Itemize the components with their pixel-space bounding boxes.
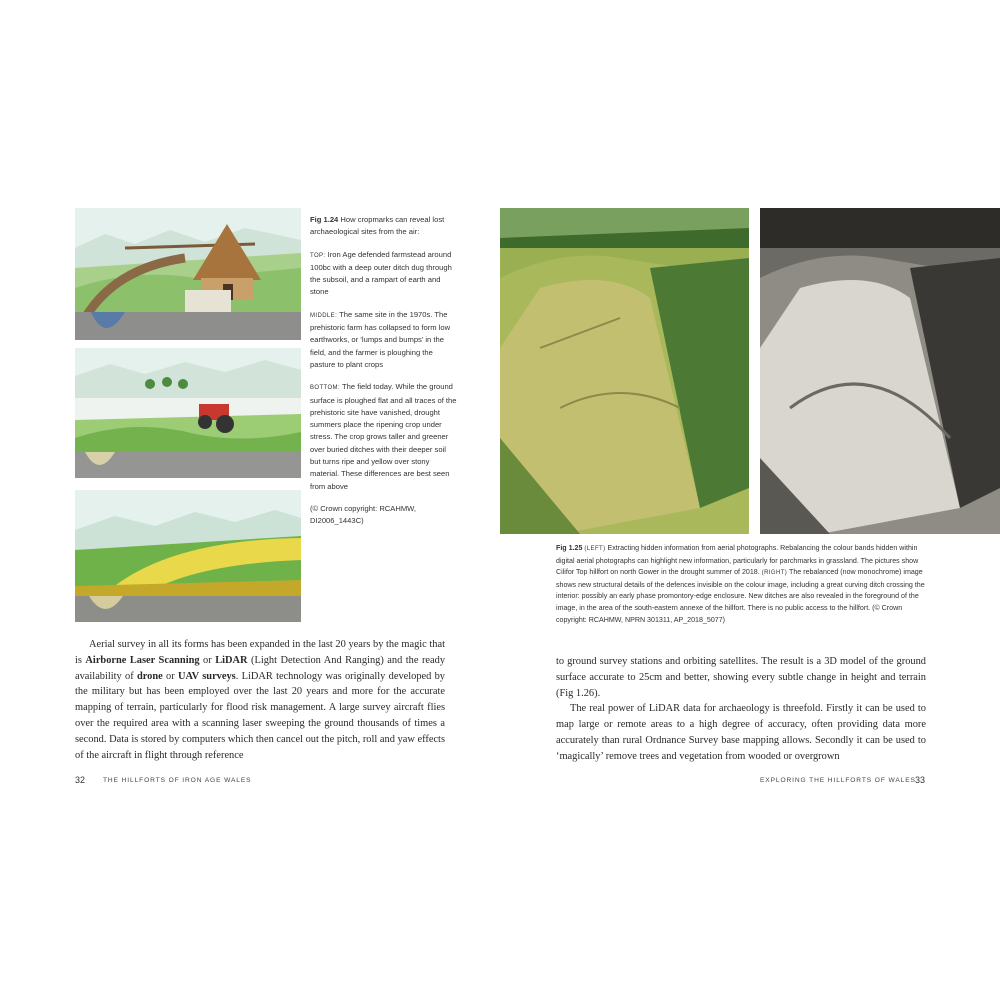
figure-1-25-caption bbox=[556, 543, 928, 626]
caption-text-right: The rebalanced (now monochrome) image shows new structural details of the defences invisible on the colour image, including a great curving ditch crossing the interior: possibly an early phase promontory-edge enclosure. New ditches are also revealed in the foreground of the image, in the area of the south-eastern annexe of the hillfort. There is no public access to the hillfort. (© Crown copyright: RCAHMW, NPRN 301311, AP_2018_5077) bbox=[556, 568, 925, 624]
page-number-right: 33 bbox=[915, 775, 926, 785]
bold-term: UAV surveys bbox=[177, 670, 236, 682]
bold-term: Airborne Laser Scanning bbox=[85, 654, 200, 666]
caption-text-middle: The same site in the 1970s. The prehistoric farm has collapsed to form low earthworks, or ‘lumps and bumps’ in the field, and the farmer is ploughing the pasture to plant crops bbox=[310, 309, 451, 369]
caption-tag-left: (LEFT) bbox=[584, 546, 606, 552]
caption-text-bottom: The field today. While the ground surface is ploughed flat and all traces of the prehistoric site have vanished, drought summers place the ripening crop under stress. The crop grows taller and greener over buried ditches with their deeper soil but turns ripe and yellow over stony material. These differences are best seen from above bbox=[310, 382, 457, 491]
page-number-left: 32 bbox=[75, 775, 86, 785]
running-head-left: THE HILLFORTS OF IRON AGE WALES bbox=[103, 777, 252, 784]
text-run: or bbox=[162, 670, 178, 682]
illustration-panel-middle bbox=[75, 348, 301, 478]
bold-term: LiDAR bbox=[215, 654, 248, 666]
illustration-panel-bottom bbox=[75, 490, 301, 622]
caption-tag-bottom: BOTTOM: bbox=[310, 385, 341, 392]
figure-label: Fig 1.24 bbox=[310, 215, 339, 224]
text-run: Aerial survey in all its forms has been expanded in the last 20 years by the magic that is bbox=[75, 639, 445, 666]
text-run: . LiDAR technology was originally developed by the military but has been employed over the last 20 years and more for the accurate mapping of terrain, particularly for flood risk management. A large survey aircraft flies over the required area with a scanning laser sweeping the ground thousands of times a second. Data is stored by computers which then cancel out the pitch, roll and yaw effects of the aircraft in flight through reference bbox=[75, 670, 445, 761]
caption-credit: (© Crown copyright: RCAHMW, DI2006_1443C) bbox=[310, 503, 417, 526]
running-head-right: EXPLORING THE HILLFORTS OF WALES bbox=[760, 777, 916, 784]
body-text-left bbox=[75, 637, 445, 763]
figure-label: Fig 1.25 bbox=[556, 544, 583, 552]
body-paragraph: to ground survey stations and orbiting satellites. The result is a 3D model of the ground surface accurate to 25cm and better, showing every subtle change in height and terrain (Fig 1.26). bbox=[556, 656, 926, 699]
body-paragraph bbox=[75, 637, 445, 763]
caption-tag-right: (RIGHT) bbox=[761, 570, 788, 577]
body-text-right bbox=[556, 654, 926, 765]
caption-tag-middle: MIDDLE: bbox=[310, 312, 338, 319]
bold-term: drone bbox=[136, 670, 163, 682]
aerial-photo-colour bbox=[500, 208, 749, 534]
illustration-panel-top bbox=[75, 208, 301, 340]
caption-intro: How cropmarks can reveal lost archaeological sites from the air: bbox=[310, 215, 445, 237]
caption-text-left: Extracting hidden information from aerial photographs. Rebalancing the colour bands hidden within digital aerial photographs can highlight new information, particularly for parchmarks in grassland. The pictures show Cilifor Top hillfort on north Gower in the drought summer of 2018. bbox=[556, 544, 919, 577]
aerial-photo-monochrome bbox=[760, 208, 1000, 534]
text-run: (Light Detection And Ranging) and the ready availability of bbox=[75, 654, 446, 682]
text-run: or bbox=[199, 654, 216, 666]
body-paragraph: The real power of LiDAR data for archaeology is threefold. Firstly it can be used to map large or remote areas to a high degree of accuracy, often providing data more accurately than rural Ordnance Survey base mapping allows. Secondly it can be used to ‘magically’ remove trees and vegetation from wooded or overgrown bbox=[556, 703, 926, 762]
caption-text-top: Iron Age defended farmstead around 100bc with a deep outer ditch dug through the subsoil, and a rampart of earth and stone bbox=[310, 249, 452, 297]
caption-tag-top: TOP: bbox=[310, 252, 326, 259]
cropmark-illustration bbox=[75, 208, 301, 622]
figure-1-24-caption bbox=[310, 214, 458, 538]
